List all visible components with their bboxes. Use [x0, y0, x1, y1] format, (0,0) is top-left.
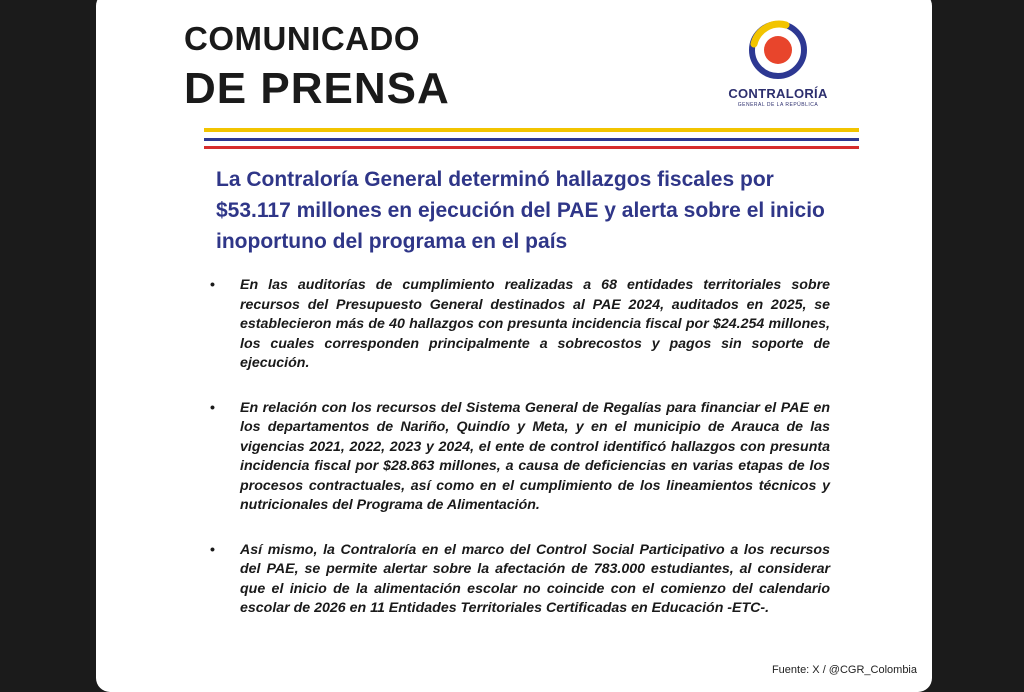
bullet-item: • En las auditorías de cumplimiento realizadas a 68 entidades territoriales sobre recursos del Presupuesto General destinados al PAE 2024, auditados en 2025, se establecieron más de 40 hallazgos con presunta incidencia fiscal por $24.254 millones, los cuales corresponden principalmente a sobrecostos y pagos sin soporte de ejecución.	[200, 276, 830, 374]
logo-subtitle: GENERAL DE LA REPÚBLICA	[737, 102, 819, 108]
stripe-blue	[204, 138, 859, 141]
headline: La Contraloría General determinó hallazgos fiscales por $53.117 millones en ejecución del PAE y alerta sobre el inicio inoportuno del programa en el país	[216, 168, 825, 253]
bullet-list	[200, 276, 830, 644]
logo-name: CONTRALORÍA	[728, 86, 828, 101]
contraloria-logo-icon	[746, 18, 810, 82]
bullet-item: • En relación con los recursos del Sistema General de Regalías para financiar el PAE en los departamentos de Nariño, Quindío y Meta, y en el municipio de Arauca de las vigencias 2021, 2022, 2023 y 2024, el ente de control identificó hallazgos con presunta incidencia fiscal por $28.863 millones, a causa de deficiencias en varias etapas de los procesos contractuales, así como en el cumplimiento de los lineamientos técnicos y nutricionales del Programa de Alimentación.	[200, 399, 830, 516]
image-credit: Fuente: X / @CGR_Colombia	[769, 663, 920, 677]
press-release-page	[96, 0, 932, 692]
stripe-yellow	[204, 128, 859, 132]
bullet-item: • Así mismo, la Contraloría en el marco del Control Social Participativo a los recursos del PAE, se permite alertar sobre la afectación de 783.000 estudiantes, al considerar que el inicio de la alimentación escolar no coincide con el comienzo del calendario escolar de 2026 en 11 Entidades Territoriales Certificadas en Educación -ETC-.	[200, 541, 830, 619]
stripe-red	[204, 146, 859, 149]
contraloria-logo	[708, 18, 848, 108]
title-line-1: COMUNICADO	[184, 20, 420, 57]
title-line-2: DE PRENSA	[184, 64, 450, 113]
